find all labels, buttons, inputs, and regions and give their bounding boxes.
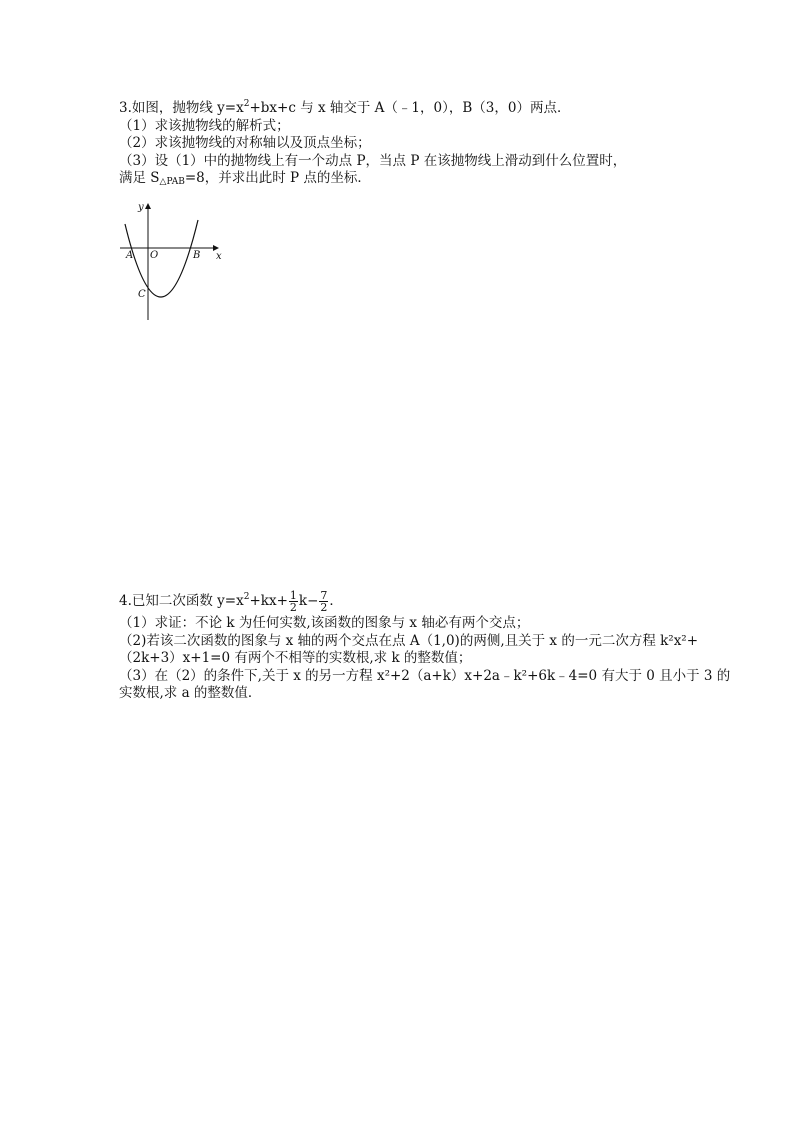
fraction-seven-halves-numerator: 7 — [320, 589, 328, 602]
problem-3-question-3-line-2 — [119, 170, 709, 192]
problem-3-question-3-line-1: （3）设（1）中的抛物线上有一个动点 P，当点 P 在该抛物线上滑动到什么位置时， — [119, 152, 627, 169]
origin-label: O — [150, 250, 159, 261]
parabola-figure — [118, 198, 228, 322]
problem-4-title-text-c: k− — [298, 593, 319, 609]
x-axis-label: x — [216, 251, 222, 262]
problem-3-question-2: （2）求该抛物线的对称轴以及顶点坐标； — [119, 135, 371, 151]
point-b-label: B — [193, 250, 201, 261]
problem-3-title-text-b: +bx+c 与 x 轴交于 A（﹣1，0），B（3，0）两点． — [249, 100, 571, 116]
parabola-graph — [118, 198, 228, 322]
problem-4-question-1: （1）求证：不论 k 为任何实数,该函数的图象与 x 轴必有两个交点； — [119, 615, 530, 631]
problem-4-question-3-line-2: 实数根,求 a 的整数值． — [119, 685, 262, 701]
problem-3-question-1: （1）求该抛物线的解析式； — [119, 117, 290, 134]
problem-3-q3-text-a: 满足 S — [119, 170, 160, 186]
problem-4 — [119, 583, 731, 703]
problem-4-question-2-line-1: （2)若该二次函数的图象与 x 轴的两个交点在点 A（1,0)的两侧,且关于 x 的一元二次方程 k²x²+ — [119, 632, 699, 649]
problem-4-question-3-line-1: （3）在（2）的条件下,关于 x 的另一方程 x²+2（a+k）x+2a﹣k²+6k﹣4=0 有大于 0 且小于 3 的 — [119, 667, 731, 684]
fraction-seven-halves — [319, 590, 328, 613]
problem-3-q3-text-b: =8，并求出此时 P 点的坐标． — [184, 170, 371, 186]
problem-3-title-superscript: 2 — [243, 99, 250, 109]
point-c-label: C — [138, 289, 146, 300]
point-a-label: A — [126, 250, 134, 261]
problem-3-q3-subscript: △PAB — [159, 177, 185, 187]
parabola-curve — [125, 220, 201, 297]
problem-4-title-text-a: 4.已知二次函数 y=x — [119, 593, 244, 609]
y-axis-label: y — [138, 202, 144, 213]
problem-3-title-text-a: 3.如图，抛物线 y=x — [119, 100, 244, 116]
fraction-one-half-denominator: 2 — [289, 601, 297, 614]
problem-4-title-text-d: ． — [329, 593, 343, 609]
fraction-one-half — [289, 590, 298, 613]
problem-3 — [119, 96, 709, 192]
fraction-one-half-numerator: 1 — [289, 589, 297, 602]
problem-4-title-text-b: +kx+ — [249, 593, 288, 609]
problem-4-question-2-line-2: （2k+3）x+1=0 有两个不相等的实数根,求 k 的整数值； — [119, 650, 472, 666]
fraction-seven-halves-denominator: 2 — [320, 601, 328, 614]
problem-4-title-superscript: 2 — [243, 592, 250, 602]
problem-4-title — [119, 583, 709, 615]
problem-3-title — [119, 96, 709, 118]
